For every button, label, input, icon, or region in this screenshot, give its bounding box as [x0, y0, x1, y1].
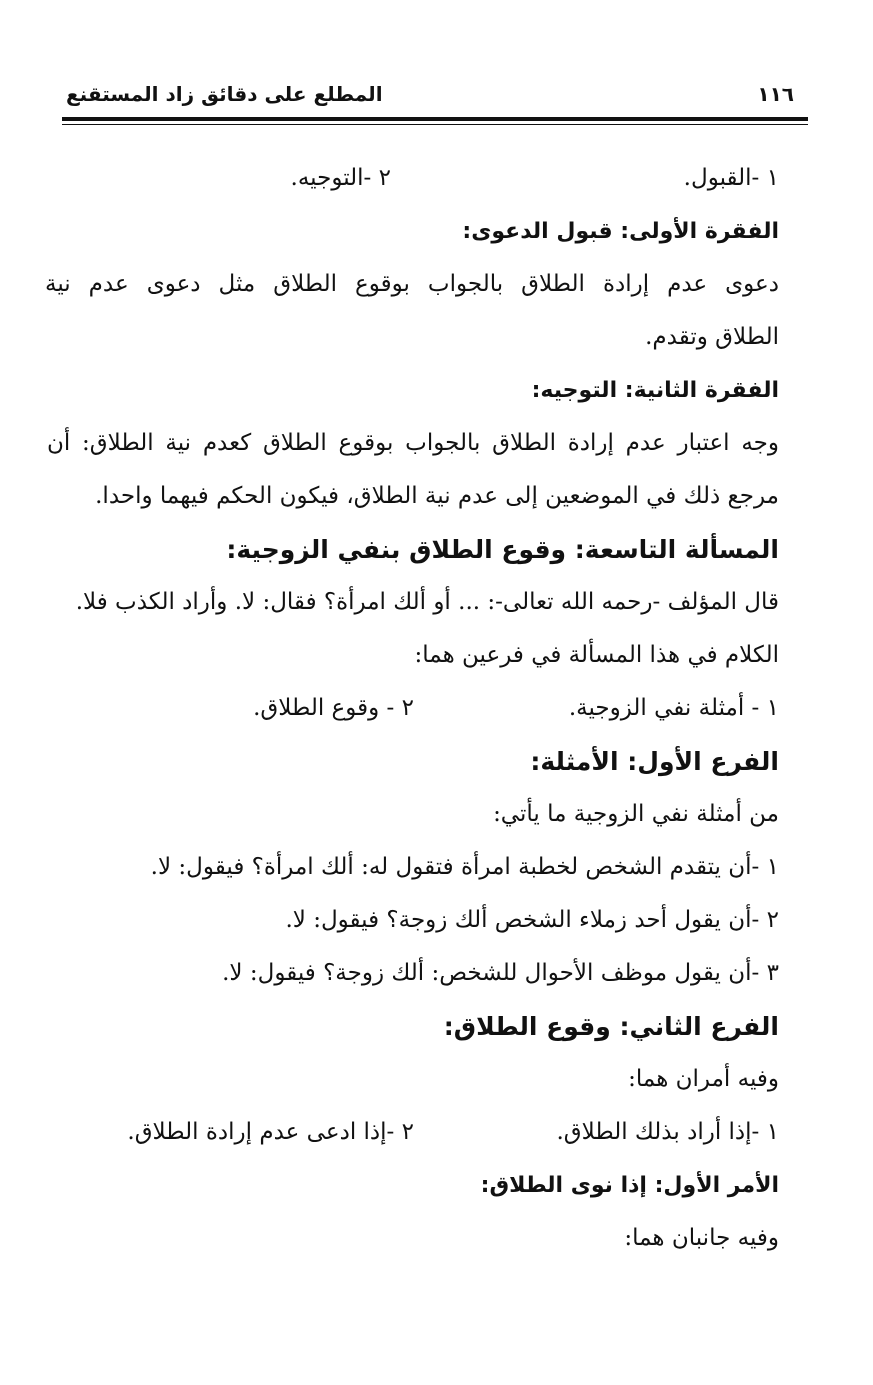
list-item: ٢ -التوجيه. — [290, 165, 391, 191]
list-item: ٢ - وقوع الطلاق. — [253, 695, 414, 721]
paragraph-line: وفيه أمران هما: — [628, 1066, 779, 1092]
section-heading: المسألة التاسعة: وقوع الطلاق بنفي الزوجية: — [226, 535, 779, 564]
paragraph-line: وفيه جانبان هما: — [624, 1225, 779, 1251]
paragraph-line: الكلام في هذا المسألة في فرعين هما: — [414, 642, 779, 668]
list-item: ١ -أن يتقدم الشخص لخطبة امرأة فتقول له: ألك امرأة؟ فيقول: لا. — [150, 854, 779, 880]
list-row — [62, 682, 779, 735]
section-heading: الفرع الأول: الأمثلة: — [530, 747, 779, 776]
list-item: ١ -إذا أراد بذلك الطلاق. — [556, 1119, 779, 1145]
list-item: ١ -القبول. — [683, 165, 779, 191]
list-row — [62, 152, 779, 205]
page-header — [62, 80, 808, 110]
paragraph-line: وجه اعتبار عدم إرادة الطلاق بالجواب بوقوع الطلاق كعدم نية الطلاق: أن — [47, 430, 779, 456]
section-heading: الفرع الثاني: وقوع الطلاق: — [443, 1012, 779, 1041]
list-item: ٢ -أن يقول أحد زملاء الشخص ألك زوجة؟ فيقول: لا. — [285, 907, 779, 933]
header-rule-thin — [62, 124, 808, 125]
paragraph-line: مرجع ذلك في الموضعين إلى عدم نية الطلاق، فيكون الحكم فيهما واحدا. — [95, 483, 779, 509]
paragraph-line: الطلاق وتقدم. — [645, 324, 779, 350]
paragraph-line: من أمثلة نفي الزوجية ما يأتي: — [493, 801, 779, 827]
list-item: ٢ -إذا ادعى عدم إرادة الطلاق. — [127, 1119, 414, 1145]
list-item: ١ - أمثلة نفي الزوجية. — [568, 695, 779, 721]
list-item: ٣ -أن يقول موظف الأحوال للشخص: ألك زوجة؟ فيقول: لا. — [222, 960, 779, 986]
list-row — [62, 1106, 779, 1159]
page-number: ١١٦ — [757, 82, 794, 106]
page-body — [45, 152, 779, 1265]
paragraph-line: دعوى عدم إرادة الطلاق بالجواب بوقوع الطلاق مثل دعوى عدم نية — [45, 271, 779, 297]
quote-line: قال المؤلف -رحمه الله تعالى-: ... أو ألك امرأة؟ فقال: لا. وأراد الكذب فلا. — [75, 589, 779, 615]
running-title: المطلع على دقائق زاد المستقنع — [66, 82, 383, 106]
section-heading: الفقرة الأولى: قبول الدعوى: — [462, 219, 779, 244]
header-rule-thick — [62, 117, 808, 121]
section-heading: الفقرة الثانية: التوجيه: — [531, 378, 779, 403]
section-heading: الأمر الأول: إذا نوى الطلاق: — [480, 1173, 779, 1198]
